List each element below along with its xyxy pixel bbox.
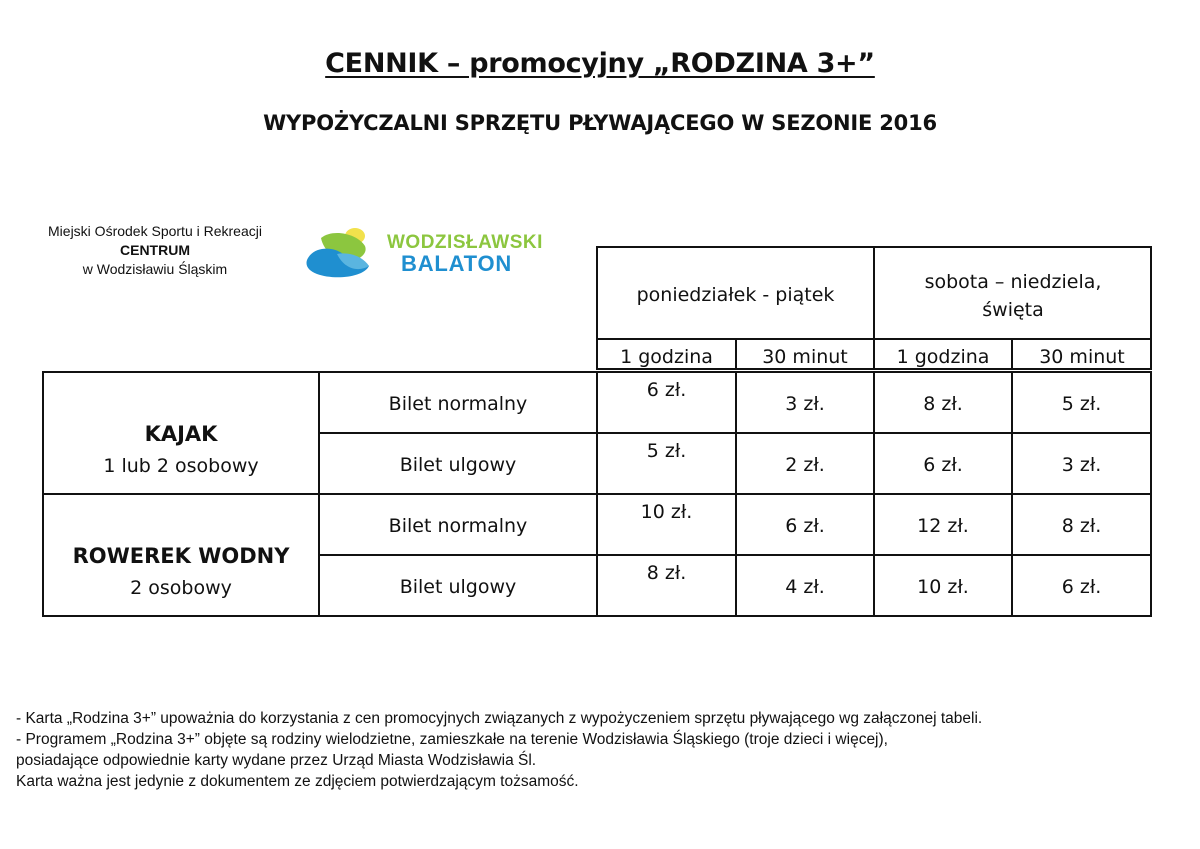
price-cell: 6 zł. — [923, 454, 963, 476]
column-headers — [598, 340, 1151, 370]
balaton-lake-logo-icon — [303, 224, 383, 284]
note-line: Karta ważna jest jedynie z dokumentem ze zdjęciem potwierdzającym tożsamość. — [16, 773, 579, 790]
logo-word-1: WODZISŁAWSKI — [387, 232, 543, 253]
price-cell: 3 zł. — [1061, 454, 1102, 476]
balaton-logo — [303, 224, 553, 284]
ticket-type: Bilet normalny — [388, 515, 528, 537]
logo-word-2: BALATON — [401, 251, 513, 276]
note-line: posiadające odpowiednie karty wydane przez Urząd Miasta Wodzisławia Śl. — [16, 752, 537, 769]
price-cell: 6 zł. — [646, 379, 687, 401]
price-cell: 4 zł. — [785, 576, 825, 598]
price-cell: 8 zł. — [923, 393, 963, 415]
organization-line-3: w Wodzisławiu Śląskim — [82, 261, 228, 277]
price-cell: 6 zł. — [1061, 576, 1102, 598]
note-line: - Programem „Rodzina 3+” objęte są rodziny wielodzietne, zamieszkałe na terenie Wodzisławia Śląskiego (troje dzieci i więcej), — [16, 731, 888, 748]
page-title: CENNIK – promocyjny „RODZINA 3+” — [325, 48, 875, 79]
price-cell: 10 zł. — [917, 576, 969, 598]
group-header-weekend — [875, 268, 1151, 324]
organization-line-2: CENTRUM — [120, 242, 190, 258]
equipment-name: ROWEREK WODNY — [72, 544, 290, 568]
page-subtitle: WYPOŻYCZALNI SPRZĘTU PŁYWAJĄCEGO W SEZONIE 2016 — [263, 111, 937, 135]
group-header-weekdays: poniedziałek - piątek — [636, 284, 835, 306]
organization-name — [30, 222, 280, 279]
price-cell: 10 zł. — [640, 501, 693, 523]
group-header-weekend-line-2: święta — [982, 299, 1044, 321]
column-header: 30 minut — [1039, 346, 1125, 368]
price-cell: 8 zł. — [1061, 515, 1102, 537]
price-cell: 3 zł. — [785, 393, 825, 415]
price-cell: 5 zł. — [1061, 393, 1102, 415]
price-cell: 5 zł. — [646, 440, 687, 462]
price-cell: 8 zł. — [646, 562, 687, 584]
column-header: 1 godzina — [896, 346, 990, 368]
column-header: 1 godzina — [620, 346, 713, 368]
price-cell: 12 zł. — [917, 515, 969, 537]
organization-line-1: Miejski Ośrodek Sportu i Rekreacji — [48, 223, 262, 239]
footer-notes — [16, 708, 1196, 792]
ticket-type: Bilet ulgowy — [399, 454, 517, 476]
price-cell: 6 zł. — [785, 515, 825, 537]
price-cell: 2 zł. — [785, 454, 825, 476]
equipment-name: KAJAK — [144, 422, 218, 446]
equipment-desc: 1 lub 2 osobowy — [103, 455, 259, 477]
note-line: - Karta „Rodzina 3+” upoważnia do korzystania z cen promocyjnych związanych z wypożyczeniem sprzętu pływającego wg załączonej tabeli. — [16, 710, 983, 727]
column-header: 30 minut — [762, 346, 848, 368]
ticket-type: Bilet ulgowy — [399, 576, 517, 598]
group-header-weekend-line-1: sobota – niedziela, — [924, 271, 1102, 293]
equipment-desc: 2 osobowy — [130, 577, 232, 599]
ticket-type: Bilet normalny — [388, 393, 528, 415]
